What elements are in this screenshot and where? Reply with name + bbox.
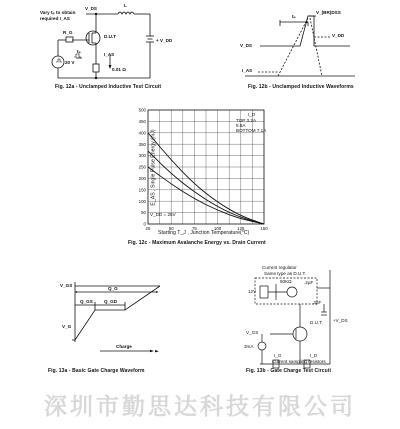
- fig12a-resistor-label: 0.01 Ω: [112, 67, 126, 72]
- y-tick-label: 100: [138, 198, 146, 204]
- fig12c-legend-top: TOP 3.2A: [236, 118, 257, 123]
- fig13b-circuit: [200, 260, 400, 385]
- fig13a-charge-label: Charge: [116, 344, 132, 349]
- fig13b-dut-label: D.U.T.: [310, 320, 323, 325]
- x-tick-label: 75: [191, 226, 197, 231]
- fig13a-qgs-label: Q_GS: [80, 299, 93, 304]
- x-tick-label: 150: [260, 226, 268, 231]
- y-tick-label: 150: [138, 187, 146, 193]
- fig12c-xlabel: Starting T_J , Junction Temperature(°C): [158, 230, 250, 236]
- y-tick-label: 0: [143, 221, 146, 227]
- fig12b-ias-label: I_AS: [242, 68, 253, 73]
- x-tick-label: 25: [145, 226, 151, 231]
- fig13b-ig-label: I_G: [274, 353, 282, 358]
- fig13a-qgd-label: Q_GD: [104, 299, 118, 304]
- fig12b-tp-label: tₚ: [292, 14, 296, 19]
- y-tick-label: 200: [138, 176, 146, 181]
- fig12b-vds-label: V_DS: [240, 43, 253, 48]
- fig12c-vdd-note: V_DD = 25V: [150, 212, 176, 217]
- fig12a-inductor-label: L: [124, 3, 127, 8]
- fig13b-2uf-label: .2µF: [304, 280, 314, 285]
- fig12c-legend-header: I_D: [248, 112, 256, 117]
- fig12a-caption: Fig. 12a - Unclamped Inductive Test Circuit: [55, 84, 162, 90]
- fig12c-ylabel: E_AS , Single Pulse Energy (mJ): [150, 129, 157, 206]
- fig13b-12v-label: 12V: [248, 289, 257, 294]
- fig12c-legend-bottom: BOTTOM 7.1A: [236, 128, 267, 133]
- fig12c-chart: [0, 100, 400, 248]
- x-tick-label: 50: [168, 226, 174, 231]
- fig12a-rg-label: R_G: [63, 30, 73, 35]
- fig12b-waveforms: [200, 0, 400, 100]
- fig12a-required-label: required I_AS: [40, 16, 70, 21]
- fig12a-vary-label: Vary tₚ to obtain: [40, 10, 76, 15]
- fig13a-qg-label: Q_G: [108, 286, 118, 291]
- fig12a-vds-label: V_DS: [85, 6, 98, 11]
- fig12c-caption: Fig. 12c - Maximum Avalanche Energy vs. Drain Current: [128, 240, 266, 246]
- fig13a-waveform: [0, 260, 200, 385]
- fig13b-3ma-label: 3mA: [244, 344, 254, 349]
- fig13b-sampling-label: Current sampling resistors: [272, 359, 326, 364]
- fig13a-vg-label: V_G: [62, 324, 72, 329]
- fig13a-vgs-label: V_GS: [60, 283, 73, 288]
- fig12b-vdd-label: V_DD: [332, 33, 345, 38]
- fig13b-regulator-label: Current regulator: [262, 265, 297, 270]
- y-tick-label: 500: [138, 107, 146, 113]
- x-tick-label: 125: [237, 226, 245, 231]
- y-tick-label: 300: [138, 153, 146, 159]
- fig12a-dut-label: D.U.T: [104, 34, 116, 39]
- fig12b-vbrdss-label: V_(BR)DSS: [316, 10, 341, 15]
- y-tick-label: 50: [141, 210, 146, 216]
- fig12a-circuit: [0, 0, 200, 100]
- fig12a-vdd-label: + V_DD: [156, 38, 173, 43]
- fig13b-vgs-label: V_GS: [246, 330, 259, 335]
- x-tick-label: 100: [213, 226, 222, 231]
- company-name-footer: 深圳市勤思达科技有限公司: [44, 394, 356, 420]
- fig13b-schematic: [200, 260, 400, 385]
- fig13a-plot: [0, 260, 200, 385]
- fig12c-svg: [0, 100, 400, 248]
- fig13b-vds-label: +V_DS: [333, 318, 348, 323]
- fig12a-20v-label: 20 V: [65, 60, 75, 65]
- fig13b-3uf-label: .3µF: [312, 300, 322, 305]
- y-tick-label: 250: [138, 164, 146, 170]
- fig13b-id-label: I_D: [310, 353, 318, 358]
- fig13b-caption: Fig. 13b - Gate Charge Test Circuit: [246, 368, 332, 374]
- fig12c-legend-mid: 5.8A: [236, 123, 246, 128]
- y-tick-label: 400: [138, 130, 146, 136]
- fig12a-ias-label: I_AS: [104, 52, 115, 57]
- y-tick-label: 350: [138, 141, 146, 147]
- fig12b-caption: Fig. 12b - Unclamped Inductive Waveforms: [248, 84, 354, 90]
- y-tick-label: 450: [138, 119, 146, 124]
- fig13a-caption: Fig. 13a - Basic Gate Charge Waveform: [48, 368, 145, 374]
- fig12a-tp-label: tₚ: [77, 49, 81, 54]
- fig13b-same-label: Same type as D.U.T.: [264, 271, 307, 276]
- fig13b-50k-label: 50KΩ: [280, 279, 292, 284]
